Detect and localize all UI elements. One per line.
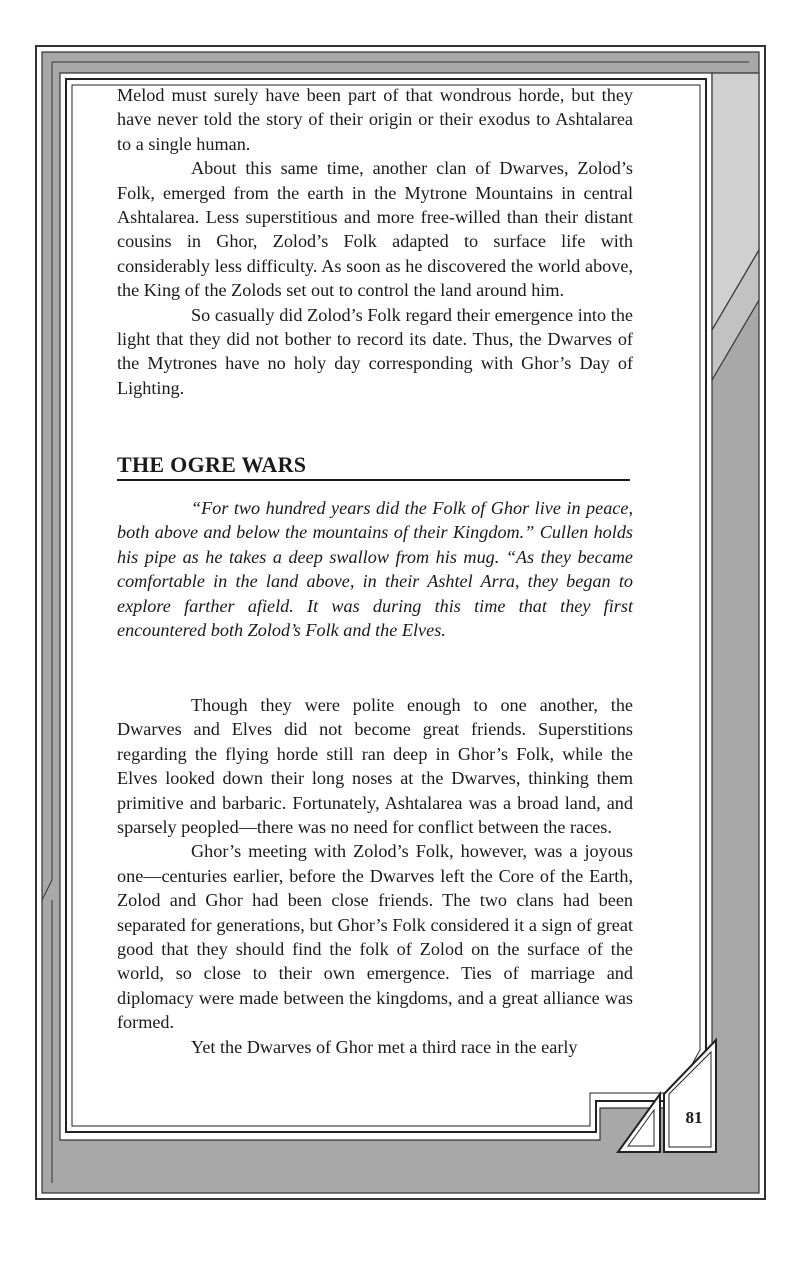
section-heading: THE OGRE WARS	[117, 452, 630, 481]
quote-block	[117, 496, 633, 642]
paragraph: Though they were polite enough to one another, the Dwarves and Elves did not become great friends. Superstitions regarding the flying horde still ran deep in Ghor’s Folk, while the Elves looked down their long noses at the Dwarves, thinking them primitive and barbaric. Fortunately, Ashtalarea was a broad land, and sparsely peopled—there was no need for conflict between the races.	[117, 695, 633, 838]
page-number: 81	[685, 1108, 703, 1127]
body-text-bottom	[117, 693, 633, 1059]
paragraph: So casually did Zolod’s Folk regard their emergence into the light that they did not bother to record its date. Thus, the Dwarves of the Mytrones have no holy day corresponding with Ghor’s Day of Lighting.	[117, 304, 633, 398]
quote-paragraph: “For two hundred years did the Folk of Ghor live in peace, both above and below the mountains of their Kingdom.” Cullen holds his pipe as he takes a deep swallow from his mug. “As they became comfortable in the land above, in their Ashtel Arra, they began to explore farther afield. It was during this time that they first encountered both Zolod’s Folk and the Elves.	[117, 498, 633, 641]
paragraph: Melod must surely have been part of that wondrous horde, but they have never told the story of their origin or their exodus to Ashtalarea to a single human.	[117, 85, 633, 154]
paragraph: About this same time, another clan of Dwarves, Zolod’s Folk, emerged from the earth in the Mytrone Mountains in central Ashtalarea. Less superstitious and more free-willed than their distant cousins in Ghor, Zolod’s Folk adapted to surface life with considerably less difficulty. As soon as he discovered the world above, the King of the Zolods set out to control the land around him.	[117, 158, 633, 301]
paragraph: Yet the Dwarves of Ghor met a third race in the early	[191, 1036, 578, 1057]
body-text-top	[117, 83, 633, 400]
paragraph: Ghor’s meeting with Zolod’s Folk, however, was a joyous one—centuries earlier, before the Dwarves left the Core of the Earth, Zolod and Ghor had been close friends. The two clans had been separated for generations, but Ghor’s Folk considered it a sign of great good that they should find the folk of Zolod on the surface of the world, so close to their own emergence. Ties of marriage and diplomacy were made between the kingdoms, and a great alliance was formed.	[117, 841, 633, 1033]
